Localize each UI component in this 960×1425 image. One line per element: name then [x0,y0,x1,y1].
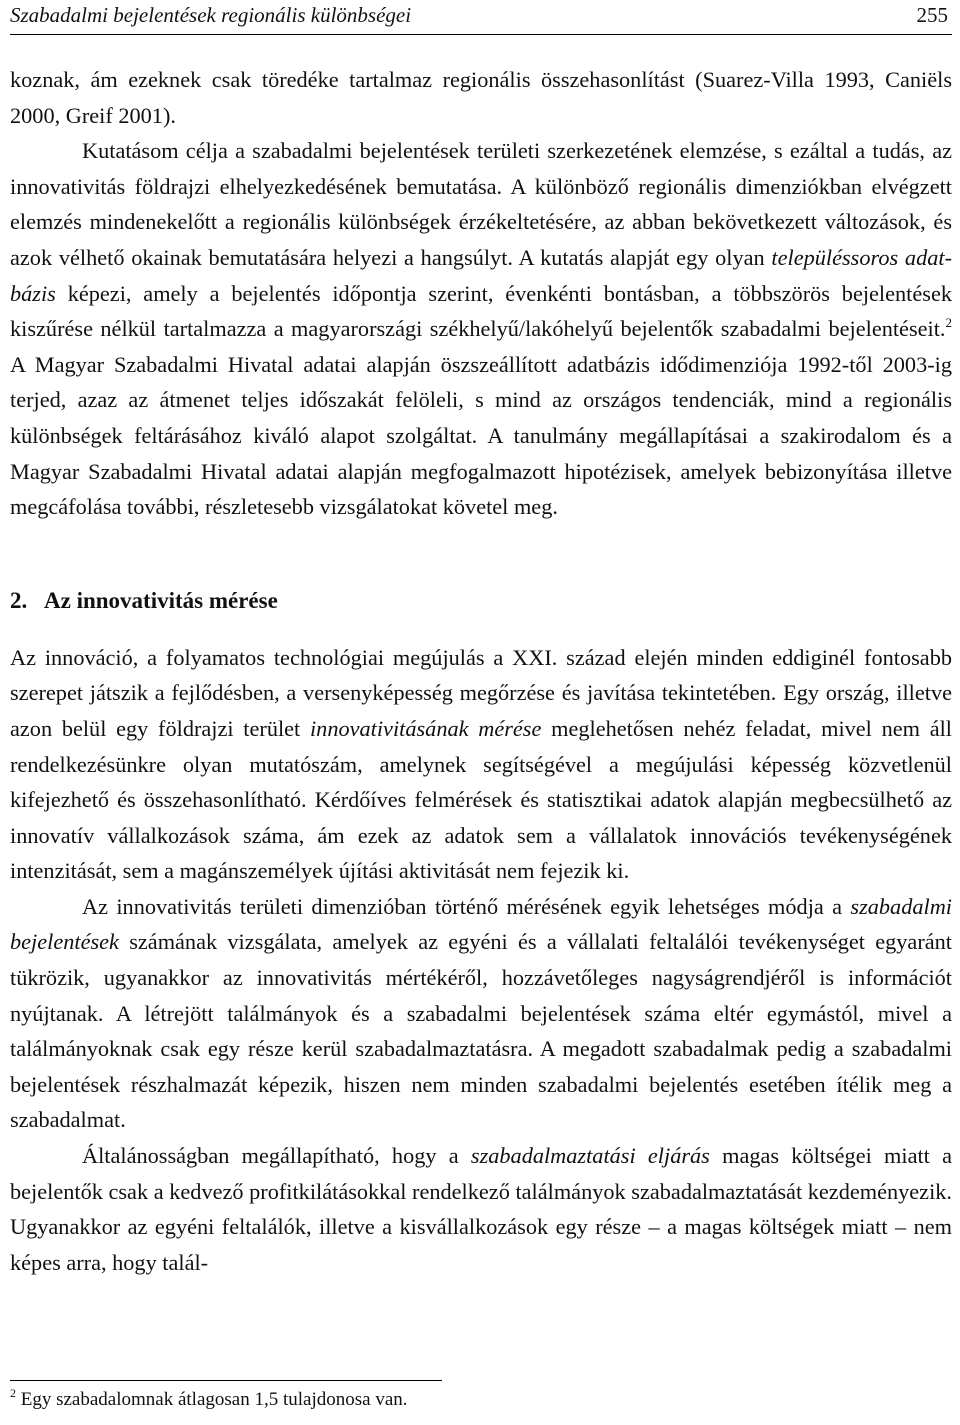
paragraph-3: Az innováció, a folyamatos technológiai megújulás a XXI. század elején minden eddiginél fontosabb szerepet játszik a fejlődésben, a versenyképesség megőrzése és javítása tekintetében. Egy ország, illetve azon belül egy földrajzi terület innovativitásának mérése meglehetősen nehéz feladat, mivel nem áll rendelkezésünkre olyan mutatószám, amelynek segítségével a megújulási képesség közvetlenül kifejezhető és összehasonlítható. Kérdőíves felmérések és statisztikai adatok alapján megbecsülhető az innovatív vállalkozások száma, ám ezek az adatok sem a vállalatok innovációs tevékenységének intenzitását, sem a magánszemélyek újítási aktivitását nem fejezik ki. [10,644,953,884]
paragraph-1: koznak, ám ezeknek csak töredéke tartalmaz regionális összehasonlítást (Suarez-Villa 1993, Caniëls 2000, Greif 2001). [10,67,952,128]
paragraph-2: Kutatásom célja a szabadalmi bejelentések területi szerkezetének elemzése, s ezáltal a tudás, az innovativitás földrajzi elhelyezkedésének bemutatása. A különböző regionális dimenziókban elvégzett elemzés mindenekelőtt a regionális különbségek érzékeltetésére, az abban bekövetkezett változások, és azok vélhető okainak bemutatására helyezi a hangsúlyt. A kutatás alapját egy olyan településsoros adatbázis képezi, amely a bejelentés időpontja szerint, évenkénti bontásban, a többszörös bejelentések kiszűrése nélkül tartalmazza a magyarországi székhelyű/lakóhelyű bejelentők szabadalmi bejelentéseit.$^2$ A Magyar Szabadalmi Hivatal adatai alapján öszszeállított adatbázis idődimenziója 1992-től 2003-ig terjed, azaz az átmenet teljes időszakát felöleli, s mind az országos tendenciák, mind a regionális különbségek feltárásához kiváló alapot szolgáltat. A tanulmány megállapításai a szakirodalom és a Magyar Szabadalmi Hivatal adatai alapján megfogalmazott hipotézisek, amelyek bebizonyítása illetve megcáfolása további, részletesebb vizsgálatokat követel meg. [10,138,952,520]
section-number: 2. [10,587,28,613]
running-header [10,0,952,35]
running-title: Szabadalmi bejelentések regionális különbségei [10,3,412,27]
emphasis-term: szabadalmaztatási eljárás [470,1143,710,1169]
paragraph-5: Általánosságban megállapítható, hogy a szabadalmaztatási eljárás magas költségei miatt a bejelentők csak a kedvező profitkilátásokkal rendelkező találmányok szabadalmaztatását kezdeményezik. Ugyanakkor az egyéni feltalálók, illetve a kisvállalkozások egy része – a magas költségek miatt – nem képes arra, hogy talál- [10,1143,952,1275]
emphasis-term: innovativitásának mérése [309,715,542,741]
footnote-text: Egy szabadalomnak átlagosan 1,5 tulajdonosa van. [16,1389,408,1410]
emphasis-term: szabadalmi bejelentések [10,893,952,955]
footnote-reference[interactable]: 2 [945,315,952,331]
footnote-marker: 2 [10,1386,16,1400]
paragraph-4: Az innovativitás területi dimenzióban történő mérésének egyik lehetséges módja a szabadalmi bejelentések számának vizsgálata, amelyek az egyéni és a vállalati feltalálói tevékenységet egyaránt tükrözik, ugyanakkor az innovativitás mértékéről, hozzávetőleges nagyságrendjéről is információt nyújtanak. A létrejött találmányok és a szabadalmi bejelentések száma eltér egymástól, mivel a találmányoknak csak egy része kerül szabadalmaztatásra. A megadott szabadalmak pedig a szabadalmi bejelentések részhalmazát képezik, hiszen nem minden szabadalmi bejelentés esetében ítélik meg a szabadalmat. [10,893,952,1133]
page-number: 255 [916,3,948,27]
footnote [10,1386,408,1414]
section-heading [10,583,952,618]
body-text [10,62,952,1280]
emphasis-term: településsoros adatbázis [10,244,952,306]
footnote-separator [10,1380,442,1381]
section-title: Az innovativitás mérése [44,587,278,613]
